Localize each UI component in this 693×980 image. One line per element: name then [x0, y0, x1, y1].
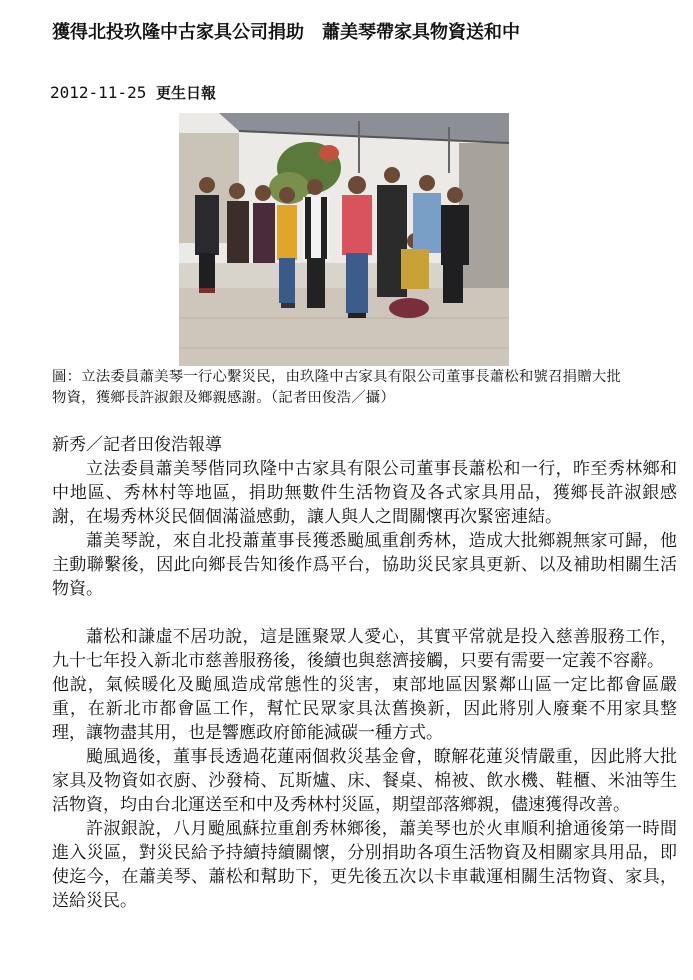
newspaper-name: 更生日報 — [155, 84, 216, 102]
paragraph: 蕭松和謙虛不居功說，這是匯聚眾人愛心，其實平常就是投入慈善服務工作，九十七年投入新北市慈善服務後，後續也與慈濟接觸，只要有需要一定義不容辭。 — [52, 627, 677, 671]
group-photo-illustration — [179, 113, 509, 366]
paragraph: 他說，氣候暖化及颱風造成常態性的災害，東部地區因緊鄰山區一定比都會區嚴重，在新北市都會區工作，幫忙民眾家具汰舊換新，因此將別人廢棄不用家具整理，讓物盡其用，也是響應政府節能減碳一種方式。 — [52, 675, 677, 743]
article-date: 2012-11-25 — [50, 83, 147, 102]
article-photo — [179, 113, 509, 366]
paragraph: 立法委員蕭美琴偕同玖隆中古家具有限公司董事長蕭松和一行，昨至秀林鄉和中地區、秀林村等地區，捐助無數件生活物資及各式家具用品，獲鄉長許淑銀感謝，在場秀林災民個個滿溢感動，讓人與人之間關懷再次緊密連結。 — [52, 459, 677, 527]
paragraph: 蕭美琴說，來自北投蕭董事長獲悉颱風重創秀林，造成大批鄉親無家可歸，他主動聯繫後，因此向鄉長告知後作爲平台，協助災民家具更新、以及補助相關生活物資。 — [52, 531, 677, 599]
article-headline: 獲得北投玖隆中古家具公司捐助 蕭美琴帶家具物資送和中 — [52, 22, 520, 43]
paragraph: 許淑銀說，八月颱風蘇拉重創秀林鄉後，蕭美琴也於火車順利搶通後第一時間進入災區，對災民給予持續持續關懷，分別捐助各項生活物資及相關家具用品，即使迄今，在蕭美琴、蕭松和幫助下，更先後五次以卡車載運相關生活物資、家具，送給災民。 — [52, 819, 677, 911]
byline: 新秀／記者田俊浩報導 — [52, 435, 222, 455]
dateline — [50, 82, 216, 104]
paragraph: 颱風過後，董事長透過花蓮兩個救災基金會，瞭解花蓮災情嚴重，因此將大批家具及物資如衣廚、沙發椅、瓦斯爐、床、餐桌、棉被、飲水機、鞋櫃、米油等生活物資，均由台北運送至和中及秀林村災區，期望部落鄉親，儘速獲得改善。 — [52, 747, 677, 815]
photo-caption: 圖：立法委員蕭美琴一行心繫災民，由玖隆中古家具有限公司董事長蕭松和號召捐贈大批物資，獲鄉長許淑銀及鄉親感謝。（記者田俊浩／攝） — [52, 369, 622, 406]
article-body — [52, 433, 677, 913]
